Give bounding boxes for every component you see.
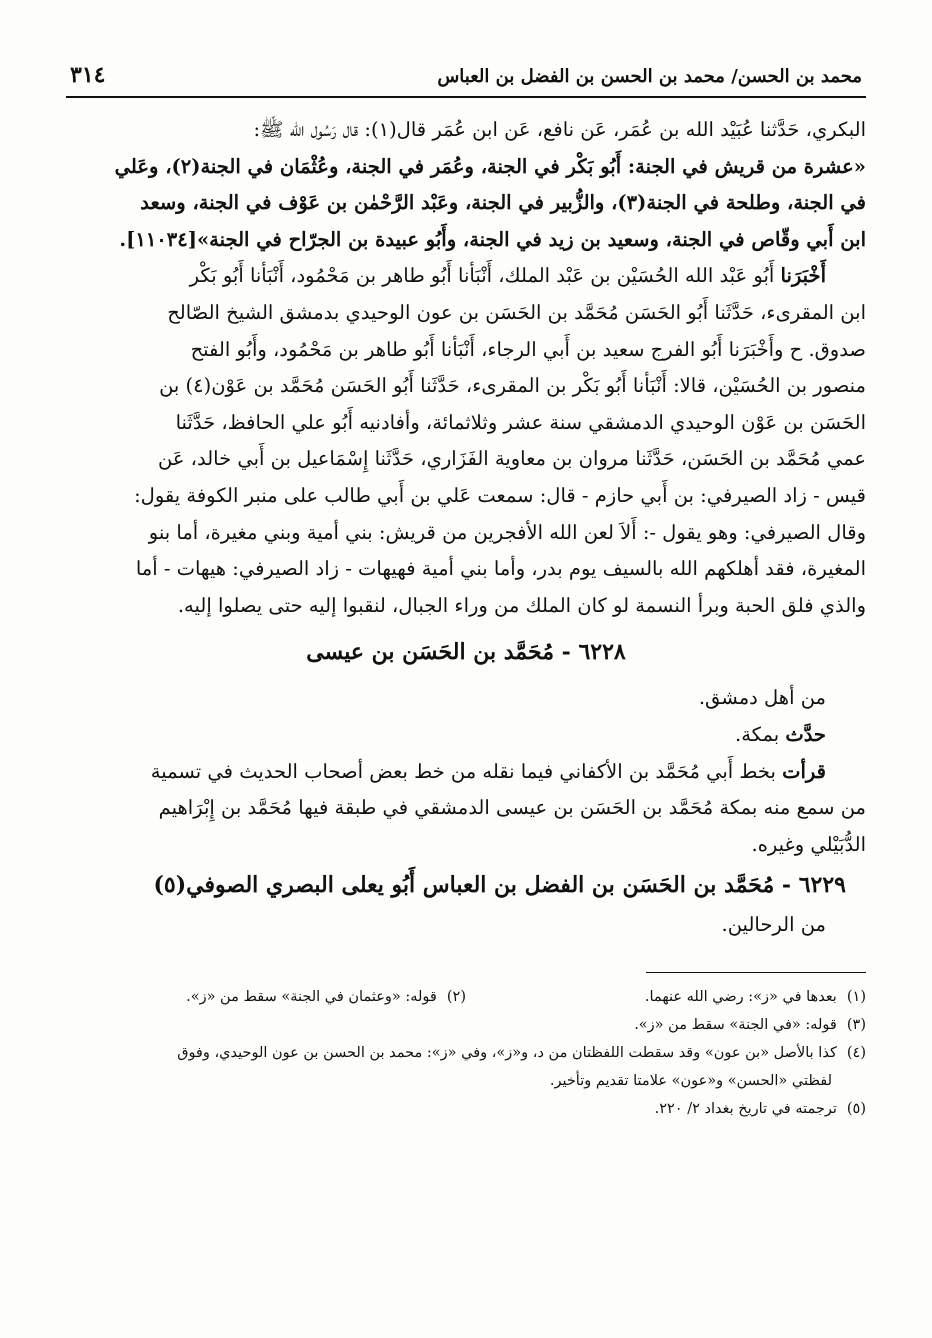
text-line: صدوق. ح وأَخْبَرَنا أَبُو الفرج سعيد بن أَبي الرجاء، أَنْبَأنا أَبُو طاهر بن مَحْمُود، وأَبُو الفتح <box>190 337 866 361</box>
running-head <box>66 62 866 96</box>
footnote-number: (٥) <box>846 1100 866 1117</box>
footnotes <box>66 983 866 1123</box>
text-line: من الرحالين. <box>721 913 826 937</box>
lead-word: حدَّث <box>785 722 826 746</box>
running-title: محمد بن الحسن/ محمد بن الحسن بن الفضل بن العباس <box>437 66 862 87</box>
text-line: من أهل دمشق. <box>698 686 826 710</box>
footnote-1 <box>466 983 866 1011</box>
text-line: البكري، حَدَّثنا عُبَيْد الله بن عُمَر، عَن نافع، عَن ابن عُمَر قال(١): قال رَسُول الله ﷺ: <box>253 118 866 141</box>
footnote-rule <box>646 972 866 973</box>
entry-heading-6228: ٦٢٢٨ - مُحَمَّد بن الحَسَن بن عيسى <box>306 639 626 666</box>
text-line: منصور بن الحُسَيْن، قالا: أَنْبَأنا أَبُو بَكْر بن المقرىء، حَدَّثَنا أَبُو الحَسَن مُحَمَّد بن عَوْن(٤) بن <box>159 374 866 398</box>
footnote-2 <box>66 983 466 1011</box>
text-line: الدُّبَيْلي وغيره. <box>751 832 866 856</box>
footnote-number: (٢) <box>446 988 466 1005</box>
footnote-number: (١) <box>846 988 866 1005</box>
main-text <box>66 112 866 944</box>
entry-heading-6229: ٦٢٢٩ - مُحَمَّد بن الحَسَن بن الفضل بن العباس أَبُو يعلى البصري الصوفي(٥) <box>153 872 846 899</box>
text-line: الحَسَن بن عَوْن الوحيدي الدمشقي سنة عشر وثلاثمائة، وأفادنيه أَبُو علي الحافظ، حَدَّثَنا <box>175 410 866 434</box>
footnote-4-continued: لفظتي «الحسن» و«عون» علامتا تقديم وتأخير. <box>549 1072 832 1089</box>
text-line: ابن أَبي وقّاص في الجنة، وسعيد بن زيد في الجنة، وأَبُو عبيدة بن الجرّاح في الجنة»[١١٠٣٤]. <box>119 227 866 251</box>
footnote-text: قوله: «في الجنة» سقط من «ز». <box>634 1016 837 1033</box>
text-line: عمي مُحَمَّد بن الحَسَن، حَدَّثَنا مروان بن معاوية الفَزَاري، حَدَّثَنا إِسْمَاعيل بن أَبي خالد، عَن <box>158 447 866 471</box>
text-line: المغيرة، فقد أهلكهم الله بالسيف يوم بدر، وأما بني أمية فهيهات - زاد الصيرفي: هيهات - أما <box>135 557 866 581</box>
text-line: في الجنة، وطلحة في الجنة(٣)، والزُّبير في الجنة، وعَبْد الرَّحْمٰن بن عَوْف في الجنة، وسعد <box>140 191 866 215</box>
text-line: ابن المقرىء، حَدَّثَنا أَبُو الحَسَن مُحَمَّد بن الحَسَن بن عون الوحيدي بدمشق الشيخ الصّالح <box>167 300 866 324</box>
footnote-5 <box>66 1095 866 1123</box>
line-rest: بخط أَبي مُحَمَّد بن الأكفاني فيما نقله من خط بعض أصحاب الحديث في تسمية <box>150 759 783 783</box>
line-rest: أَبُو عَبْد الله الحُسَيْن بن عَبْد الملك، أَنْبَأنا أَبُو طاهر بن مَحْمُود، أَنْبَأنا أَبُو بَكْر <box>189 264 781 288</box>
footnote-text: ترجمته في تاريخ بغداد ٢/ ٢٢٠. <box>654 1100 837 1117</box>
text-line: من سمع منه بمكة مُحَمَّد بن الحَسَن بن عيسى الدمشقي في طبقة فيها مُحَمَّد بن إِبْرَاهيم <box>158 796 866 820</box>
footnote-4 <box>66 1039 866 1067</box>
footnote-row <box>66 983 866 1011</box>
line-rest: بمكة. <box>735 722 786 746</box>
footnote-text: قوله: «وعثمان في الجنة» سقط من «ز». <box>186 988 437 1005</box>
page-number: ٣١٤ <box>70 62 106 88</box>
footnote-text: كذا بالأصل «بن عون» وقد سقطت اللفظتان من د، و«ز»، وفي «ز»: محمد بن الحسن بن عون الوحيدي، وفوق <box>177 1044 837 1061</box>
footnote-text: بعدها في «ز»: رضي الله عنهما. <box>644 988 837 1005</box>
footnote-number: (٣) <box>846 1016 866 1033</box>
text-line <box>66 754 866 791</box>
text-line <box>66 717 866 754</box>
text-line: قيس - زاد الصيرفي: بن أَبي حازم - قال: سمعت عَلي بن أَبي طالب على منبر الكوفة يقول: <box>134 483 866 507</box>
lead-word: أَخْبَرَنا <box>780 264 826 288</box>
text-line: «عشرة من قريش في الجنة: أَبُو بَكْر في الجنة، وعُمَر في الجنة، وعُثْمَان في الجنة(٢)، وعَلي <box>114 154 866 178</box>
footnote-number: (٤) <box>846 1044 866 1061</box>
text-line: وقال الصيرفي: وهو يقول -: أَلاَ لعن الله الأفجرين من قريش: بني أمية وبني مغيرة، أما بنو <box>148 520 866 544</box>
lead-word: قرأت <box>782 759 826 783</box>
header-rule <box>66 96 866 98</box>
text-line: والذي فلق الحبة وبرأ النسمة لو كان الملك من وراء الجبال، لنقبوا إليه حتى يصلوا إليه. <box>177 593 866 617</box>
text-line <box>66 258 866 295</box>
footnote-3 <box>66 1011 866 1039</box>
